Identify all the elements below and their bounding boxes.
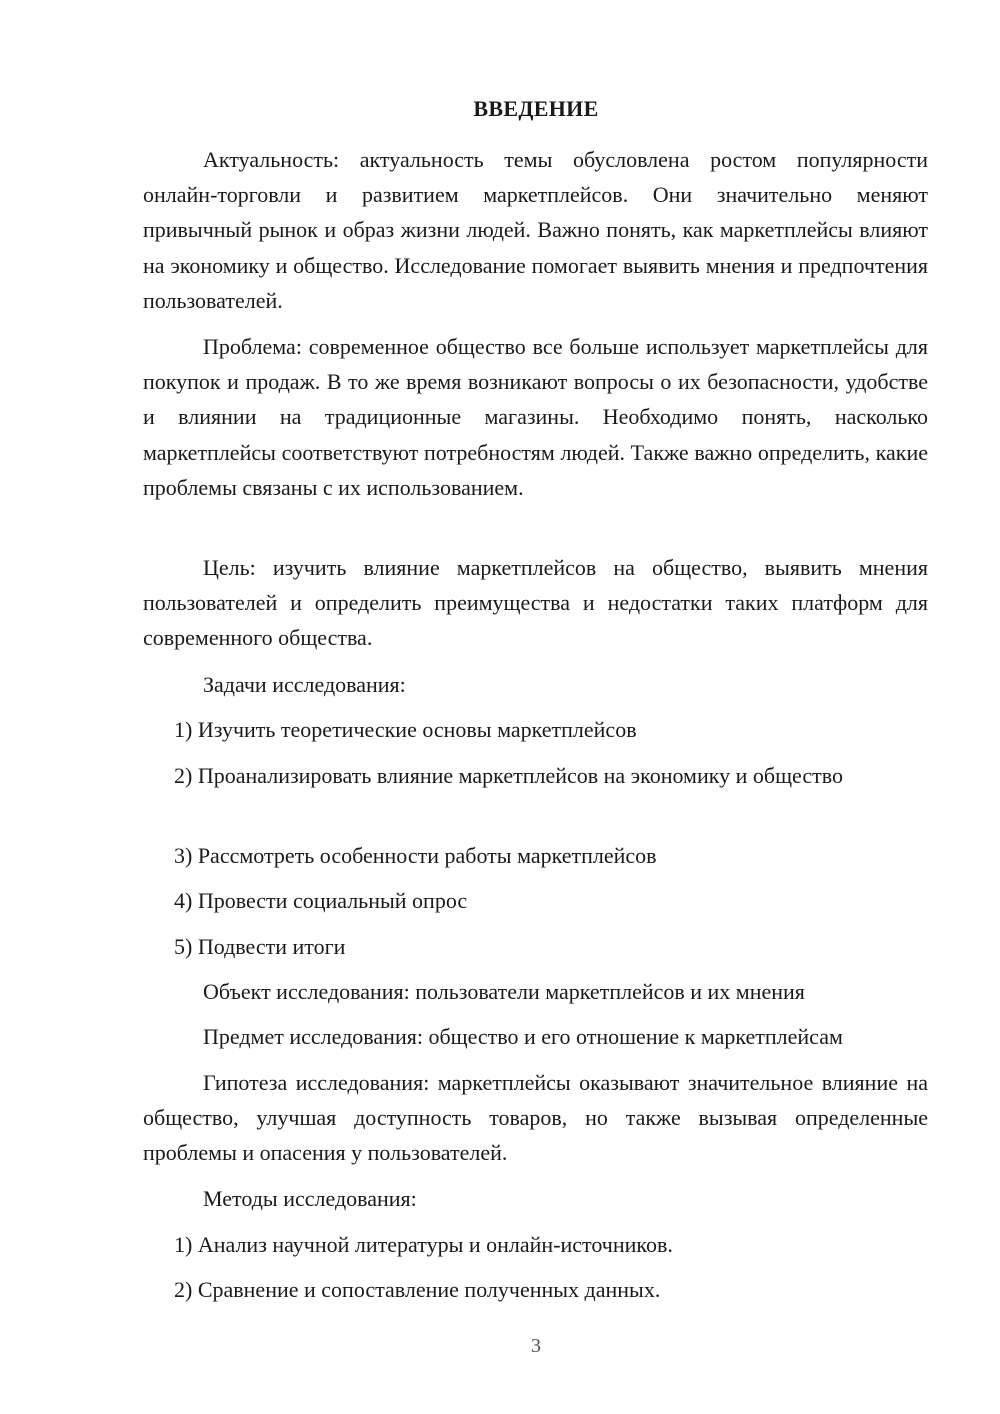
task-item-2: 2) Проанализировать влияние маркетплейсов на экономику и общество [174,763,843,788]
research-object: Объект исследования: пользователи маркетплейсов и их мнения [203,979,805,1004]
hypothesis-paragraph: Гипотеза исследования: маркетплейсы оказывают значительное влияние на общество, улучшая доступность товаров, но также вызывая определенные проблемы и опасения у пользователей. [143,1070,928,1166]
research-subject: Предмет исследования: общество и его отношение к маркетплейсам [203,1024,843,1049]
page-number: 3 [531,1335,541,1357]
task-item-1: 1) Изучить теоретические основы маркетплейсов [174,717,637,742]
task-item-3: 3) Рассмотреть особенности работы маркетплейсов [174,843,657,868]
section-title: ВВЕДЕНИЕ [473,96,599,121]
method-item-2: 2) Сравнение и сопоставление полученных данных. [174,1277,661,1302]
problem-paragraph: Проблема: современное общество все больше использует маркетплейсы для покупок и продаж. В то же время возникают вопросы о их безопасности, удобстве и влиянии на традиционные магазины. Необходимо понять, насколько маркетплейсы соответствуют потребностям людей. Также важно определить, какие проблемы связаны с их использованием. [143,334,928,500]
relevance-paragraph: Актуальность: актуальность темы обусловлена ростом популярности онлайн-торговли и развитием маркетплейсов. Они значительно меняют привычный рынок и образ жизни людей. Важно понять, как маркетплейсы влияют на экономику и общество. Исследование помогает выявить мнения и предпочтения пользователей. [143,147,928,313]
goal-paragraph: Цель: изучить влияние маркетплейсов на общество, выявить мнения пользователей и определить преимущества и недостатки таких платформ для современного общества. [143,555,928,651]
methods-heading: Методы исследования: [203,1186,417,1211]
task-item-5: 5) Подвести итоги [174,934,346,959]
tasks-heading: Задачи исследования: [203,672,406,697]
task-item-4: 4) Провести социальный опрос [174,888,468,913]
method-item-1: 1) Анализ научной литературы и онлайн-источников. [174,1232,673,1257]
